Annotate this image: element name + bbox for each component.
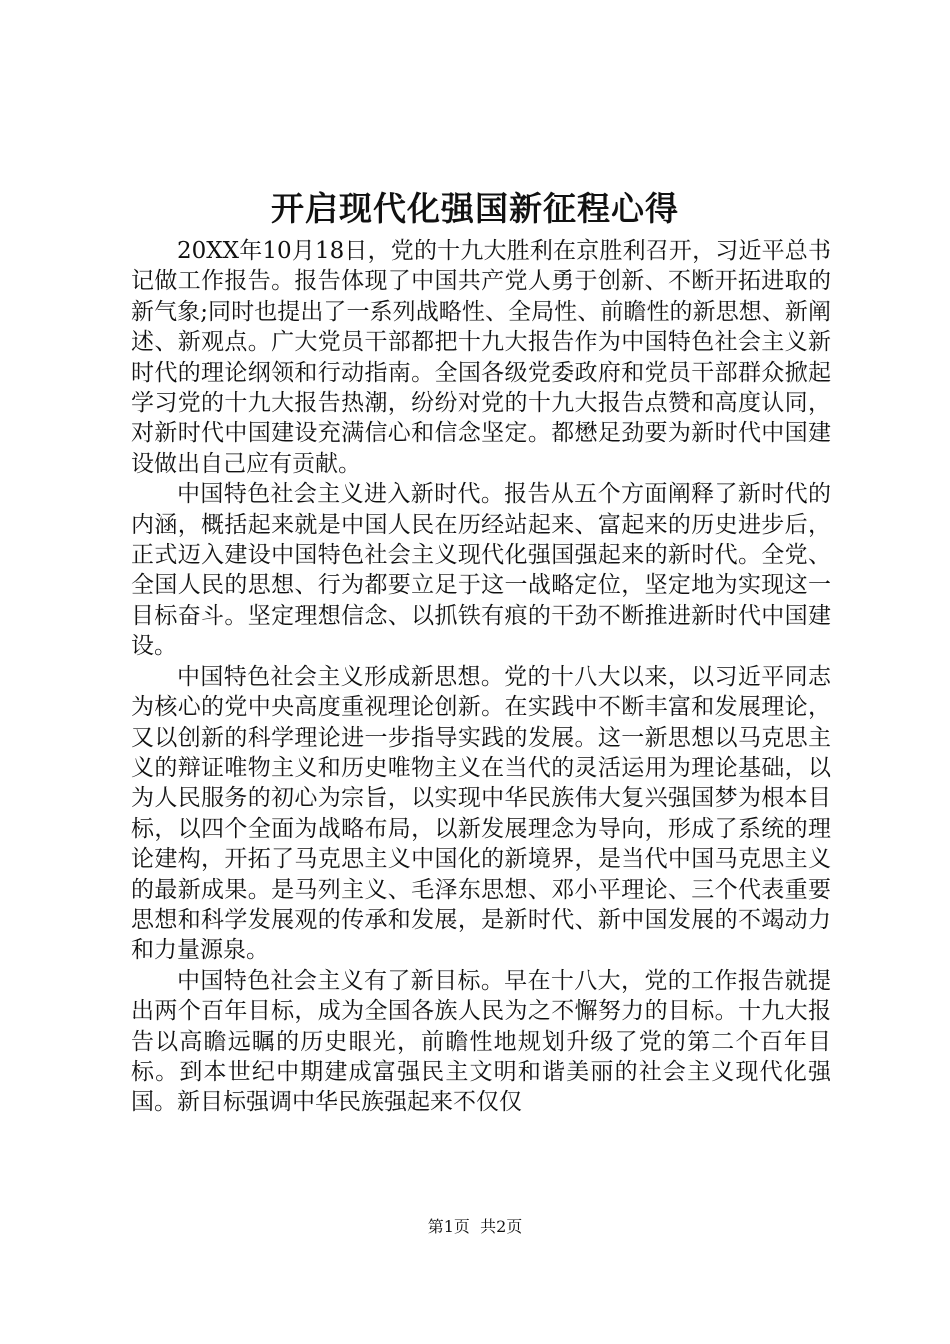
page-number: 第1页 共2页 [427, 1217, 523, 1236]
document-title: 开启现代化强国新征程心得 [271, 189, 679, 228]
paragraph-1: 20XX年10月18日，党的十九大胜利在京胜利召开，习近平总书记做工作报告。报告体现了中国共产党人勇于创新、不断开拓进取的新气象;同时也提出了一系列战略性、全局性、前瞻性的新思想、新阐述、新观点。广大党员干部都把十九大报告作为中国特色社会主义新时代的理论纲领和行动指南。全国各级党委政府和党员干部群众掀起学习党的十九大报告热潮，纷纷对党的十九大报告点赞和高度认同，对新时代中国建设充满信心和信念坚定。都懋足劲要为新时代中国建设做出自己应有贡献。 [131, 238, 831, 477]
page-footer [0, 1216, 950, 1238]
paragraph-3: 中国特色社会主义形成新思想。党的十八大以来，以习近平同志为核心的党中央高度重视理论创新。在实践中不断丰富和发展理论，又以创新的科学理论进一步指导实践的发展。这一新思想以马克思主义的辩证唯物主义和历史唯物主义在当代的灵活运用为理论基础，以为人民服务的初心为宗旨，以实现中华民族伟大复兴强国梦为根本目标，以四个全面为战略布局，以新发展理念为导向，形成了系统的理论建构，开拓了马克思主义中国化的新境界，是当代中国马克思主义的最新成果。是马列主义、毛泽东思想、邓小平理论、三个代表重要思想和科学发展观的传承和发展，是新时代、新中国发展的不竭动力和力量源泉。 [131, 663, 831, 964]
document-body [131, 236, 831, 1118]
paragraph-4: 中国特色社会主义有了新目标。早在十八大，党的工作报告就提出两个百年目标，成为全国各族人民为之不懈努力的目标。十九大报告以高瞻远瞩的历史眼光，前瞻性地规划升级了党的第二个百年目标。到本世纪中期建成富强民主文明和谐美丽的社会主义现代化强国。新目标强调中华民族强起来不仅仅 [131, 967, 831, 1116]
paragraph-2: 中国特色社会主义进入新时代。报告从五个方面阐释了新时代的内涵，概括起来就是中国人民在历经站起来、富起来的历史进步后，正式迈入建设中国特色社会主义现代化强国强起来的新时代。全党、全国人民的思想、行为都要立足于这一战略定位，坚定地为实现这一目标奋斗。坚定理想信念、以抓铁有痕的干劲不断推进新时代中国建设。 [131, 481, 831, 660]
